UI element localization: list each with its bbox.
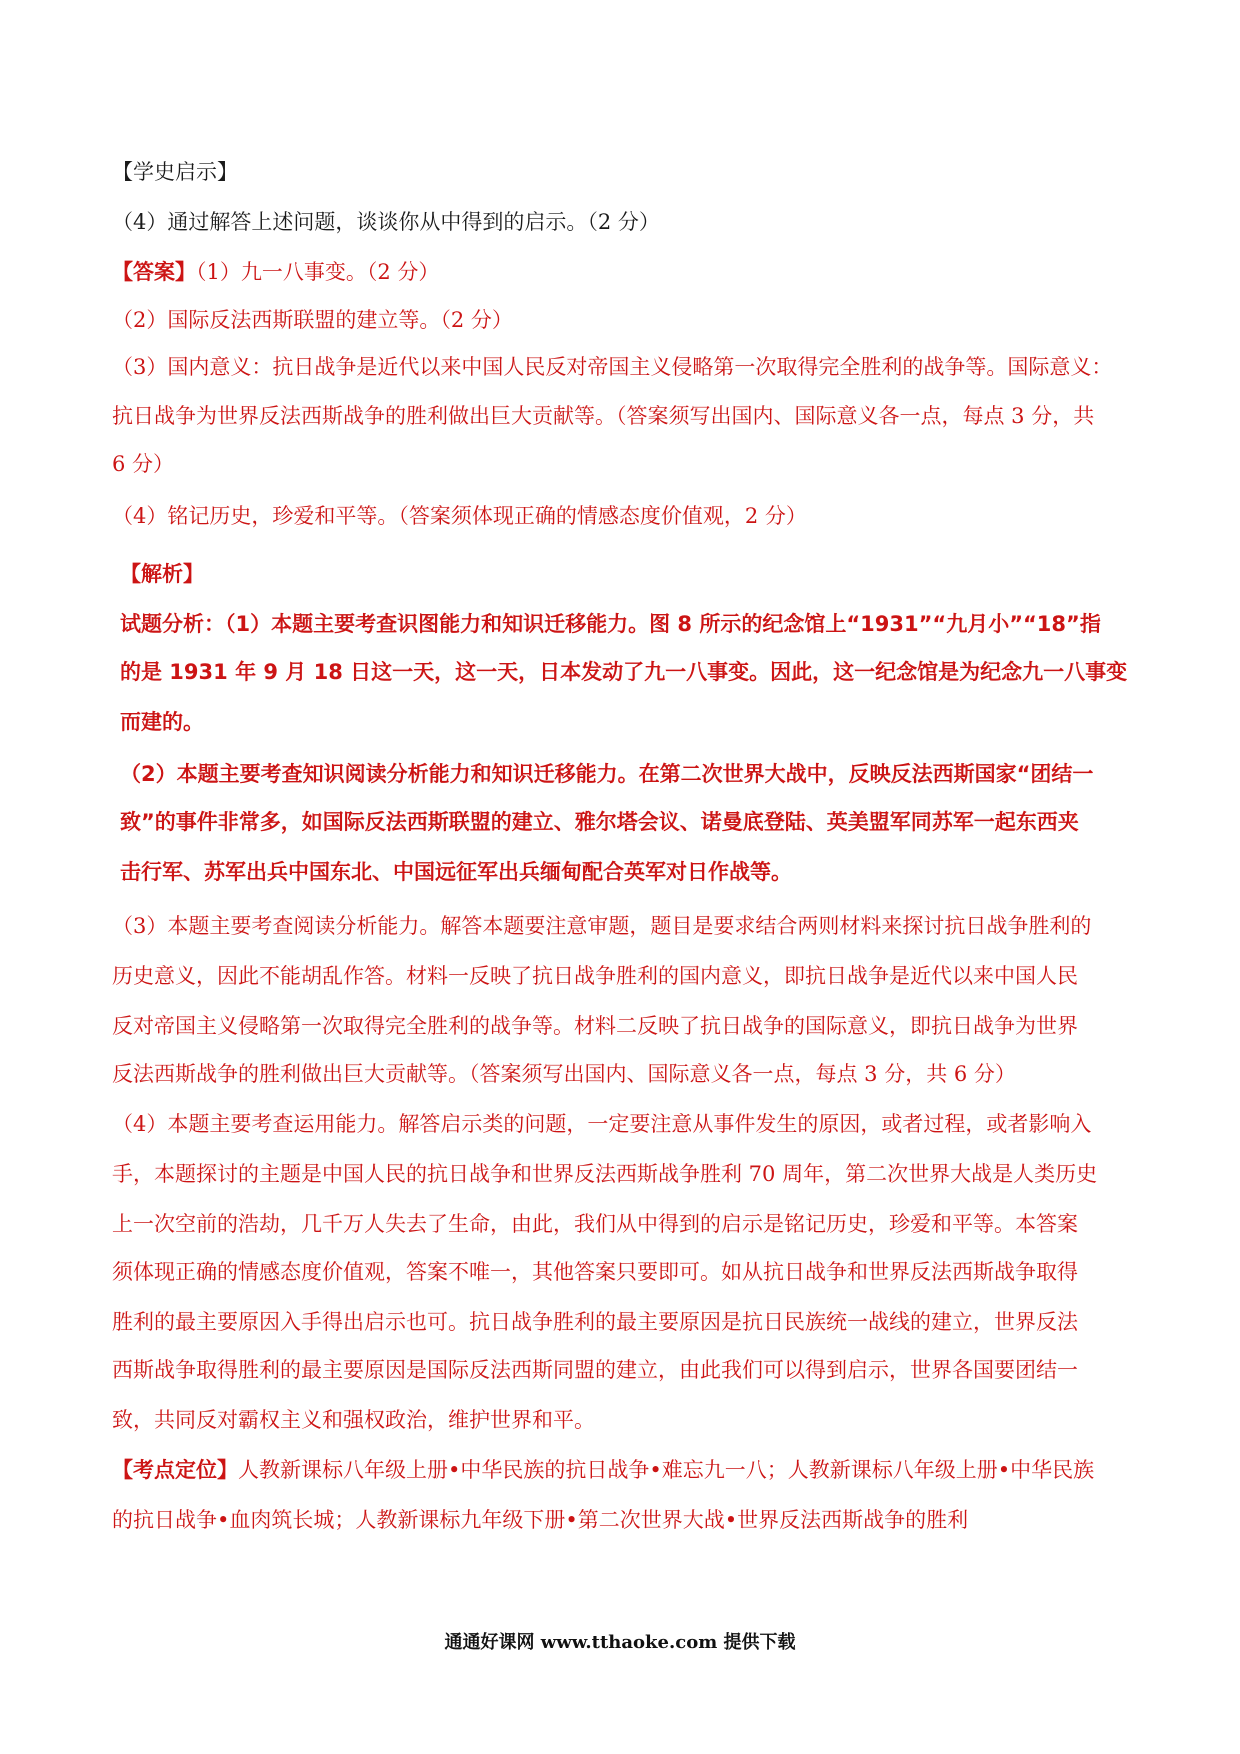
- analysis-p2-line-2: 致”的事件非常多，如国际反法西斯联盟的建立、雅尔塔会议、诺曼底登陆、英美盟军同苏军一起东西夹: [120, 810, 1079, 834]
- analysis-p4-line-3: 上一次空前的浩劫，几千万人失去了生命，由此，我们从中得到的启示是铭记历史，珍爱和平等。本答案: [112, 1212, 1078, 1236]
- page-footer: 通通好课网 www.tthaoke.com 提供下载: [444, 1632, 796, 1653]
- answer-3-line-2: 抗日战争为世界反法西斯战争的胜利做出巨大贡献等。（答案须写出国内、国际意义各一点，每点 3 分，共: [112, 404, 1095, 428]
- analysis-p4-line-7: 致，共同反对霸权主义和强权政治，维护世界和平。: [112, 1408, 595, 1432]
- answer-3-line-3: 6 分）: [112, 452, 175, 476]
- analysis-label: 【解析】: [120, 562, 204, 586]
- analysis-p3-line-2: 历史意义，因此不能胡乱作答。材料一反映了抗日战争胜利的国内意义，即抗日战争是近代以来中国人民: [112, 964, 1078, 988]
- answer-2: （2）国际反法西斯联盟的建立等。（2 分）: [112, 308, 513, 332]
- analysis-p4-line-4: 须体现正确的情感态度价值观，答案不唯一，其他答案只要即可。如从抗日战争和世界反法西斯战争取得: [112, 1260, 1078, 1284]
- answer-3-line-1: （3）国内意义：抗日战争是近代以来中国人民反对帝国主义侵略第一次取得完全胜利的战争等。国际意义：: [112, 355, 1113, 379]
- answer-label: 【答案】: [112, 259, 196, 284]
- answer-line-1: [112, 258, 439, 286]
- analysis-p1-line-2: 的是 1931 年 9 月 18 日这一天，这一天，日本发动了九一八事变。因此，这一纪念馆是为纪念九一八事变: [120, 660, 1128, 684]
- analysis-p4-line-1: （4）本题主要考查运用能力。解答启示类的问题，一定要注意从事件发生的原因，或者过程，或者影响入: [112, 1112, 1092, 1136]
- analysis-p2-line-3: 击行军、苏军出兵中国东北、中国远征军出兵缅甸配合英军对日作战等。: [120, 860, 792, 884]
- analysis-p3-line-3: 反对帝国主义侵略第一次取得完全胜利的战争等。材料二反映了抗日战争的国际意义，即抗日战争为世界: [112, 1014, 1078, 1038]
- analysis-p3-line-4: 反法西斯战争的胜利做出巨大贡献等。（答案须写出国内、国际意义各一点，每点 3 分，共 6 分）: [112, 1062, 1016, 1086]
- answer-1: （1）九一八事变。（2 分）: [196, 260, 440, 284]
- kaodian-text-1: 人教新课标八年级上册•中华民族的抗日战争•难忘九一八；人教新课标八年级上册•中华民族: [238, 1458, 1095, 1482]
- analysis-p4-line-5: 胜利的最主要原因入手得出启示也可。抗日战争胜利的最主要原因是抗日民族统一战线的建立，世界反法: [112, 1310, 1078, 1334]
- kaodian-line-2: 的抗日战争•血肉筑长城；人教新课标九年级下册•第二次世界大战•世界反法西斯战争的胜利: [112, 1508, 969, 1532]
- analysis-p4-line-2: 手，本题探讨的主题是中国人民的抗日战争和世界反法西斯战争胜利 70 周年，第二次世界大战是人类历史: [112, 1162, 1098, 1186]
- section-heading: 【学史启示】: [112, 160, 238, 184]
- analysis-p1-line-1: 试题分析：（1）本题主要考查识图能力和知识迁移能力。图 8 所示的纪念馆上“1931”“九月小”“18”指: [120, 612, 1101, 636]
- question-4: （4）通过解答上述问题，谈谈你从中得到的启示。（2 分）: [112, 210, 660, 234]
- analysis-p4-line-6: 西斯战争取得胜利的最主要原因是国际反法西斯同盟的建立，由此我们可以得到启示，世界各国要团结一: [112, 1358, 1078, 1382]
- analysis-p3-line-1: （3）本题主要考查阅读分析能力。解答本题要注意审题，题目是要求结合两则材料来探讨抗日战争胜利的: [112, 914, 1092, 938]
- kaodian-line-1: [112, 1456, 1094, 1484]
- analysis-p2-line-1: （2）本题主要考查知识阅读分析能力和知识迁移能力。在第二次世界大战中，反映反法西斯国家“团结一: [120, 762, 1094, 786]
- analysis-p1-line-3: 而建的。: [120, 710, 204, 734]
- answer-4: （4）铭记历史，珍爱和平等。（答案须体现正确的情感态度价值观，2 分）: [112, 504, 807, 528]
- kaodian-label: 【考点定位】: [112, 1457, 238, 1482]
